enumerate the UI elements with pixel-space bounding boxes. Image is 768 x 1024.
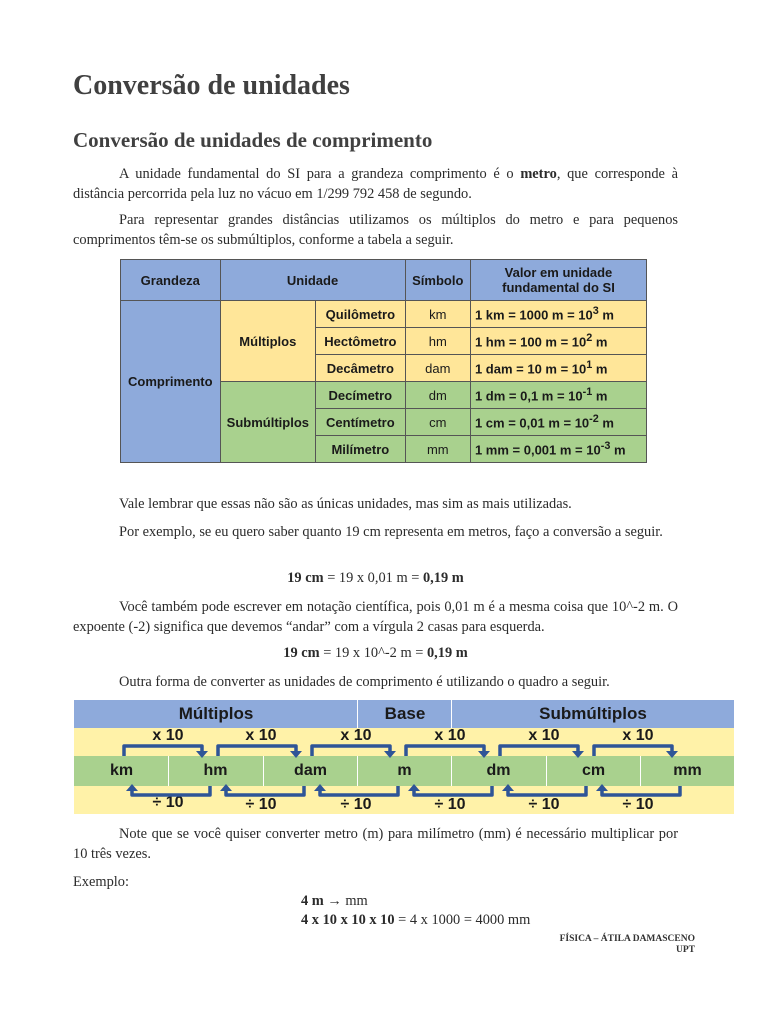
section-title: Conversão de unidades de comprimento	[73, 128, 433, 152]
cell-group-submultiplos: Submúltiplos	[220, 382, 316, 463]
paragraph-si-definition	[73, 164, 678, 204]
cell-symbol: mm	[405, 436, 470, 463]
equation-2: 19 cm = 19 x 10^-2 m = 0,19 m	[283, 645, 468, 661]
divide-arrow-icon	[508, 786, 586, 795]
cell-unit: Hectômetro	[316, 328, 406, 355]
multiply-arrow-icon	[218, 746, 296, 756]
multiply-label: x 10	[622, 727, 654, 744]
cell-value: 1 dam = 10 $m = 10^1$ m	[470, 355, 646, 382]
footer-author: FÍSICA – ÁTILA DAMASCENO	[559, 934, 695, 944]
example-label: Exemplo:	[73, 874, 129, 890]
unit-hm: hm	[203, 762, 228, 779]
divide-label: ÷ 10	[340, 796, 372, 813]
paragraph-scientific-notation: Você também pode escrever em notação científica, pois 0,01 m é a mesma coisa que 10^-2 m. O expoente (-2) significa que devemos “andar” com a vírgula 2 casas para esquerda.	[73, 599, 678, 635]
cell-value: 1 cm = 0,01 $m = 10^{-2}$ m	[470, 409, 646, 436]
divide-label: ÷ 10	[245, 796, 277, 813]
divide-arrow-icon	[320, 786, 398, 795]
cell-unit: Decâmetro	[316, 355, 406, 382]
cell-symbol: hm	[405, 328, 470, 355]
cell-value: 1 dm = 0,1 $m = 10^{-1}$ m	[470, 382, 646, 409]
cell-unit: Centímetro	[316, 409, 406, 436]
divide-label: ÷ 10	[434, 796, 466, 813]
cell-symbol: dm	[405, 382, 470, 409]
multiply-label: x 10	[245, 727, 277, 744]
p1-bold-metro: metro	[520, 166, 557, 182]
multiply-label: x 10	[434, 727, 466, 744]
p1-text-before: A unidade fundamental do SI para a grandeza comprimento é o	[119, 166, 521, 182]
divide-label: ÷ 10	[152, 794, 184, 811]
multiply-arrow-icon	[594, 746, 672, 756]
divide-label: ÷ 10	[622, 796, 654, 813]
unit-dm: dm	[486, 762, 511, 779]
unit-mm: mm	[673, 762, 702, 779]
multiply-label: x 10	[152, 727, 184, 744]
multiply-arrow-icon	[312, 746, 390, 756]
cell-value: 1 km = 1000 $m = 10^3$ m	[470, 301, 646, 328]
arrowhead-icon	[196, 751, 208, 758]
table-row	[121, 301, 647, 328]
chart-header-multiplos: Múltiplos	[178, 704, 254, 723]
header-valor: Valor em unidade fundamental do SI	[470, 260, 646, 301]
table-header-row	[121, 260, 647, 301]
paragraph-reminder: Vale lembrar que essas não são as únicas unidades, mas sim as mais utilizadas.	[119, 496, 572, 512]
arrowhead-icon	[502, 784, 514, 791]
cell-symbol: cm	[405, 409, 470, 436]
unit-m: m	[397, 762, 412, 779]
cell-unit: Milímetro	[316, 436, 406, 463]
header-unidade: Unidade	[220, 260, 405, 301]
divide-label: ÷ 10	[528, 796, 560, 813]
paragraph-multiples-intro: Para representar grandes distâncias utilizamos os múltiplos do metro e para pequenos comprimentos têm-se os submúltiplos, conforme a tabela a seguir.	[73, 212, 678, 248]
chart-header-base: Base	[384, 704, 426, 723]
cell-group-multiplos: Múltiplos	[220, 301, 316, 382]
arrowhead-icon	[126, 784, 138, 791]
cell-symbol: km	[405, 301, 470, 328]
chart-header-submultiplos: Submúltiplos	[539, 704, 647, 723]
conversion-chart	[74, 700, 734, 814]
example-line-2: 4 x 10 x 10 x 10 = 4 x 1000 = 4000 mm	[301, 912, 531, 928]
unit-km: km	[109, 762, 134, 779]
cell-unit: Quilômetro	[316, 301, 406, 328]
divide-arrow-icon	[414, 786, 492, 795]
divide-arrow-icon	[602, 786, 680, 795]
cell-symbol: dam	[405, 355, 470, 382]
arrowhead-icon	[478, 751, 490, 758]
equation-1: 19 cm = 19 x 0,01 m = 0,19 m	[287, 570, 464, 586]
paragraph-example-intro: Por exemplo, se eu quero saber quanto 19 cm representa em metros, faço a conversão a seguir.	[119, 524, 663, 540]
cell-value: 1 mm = 0,001 $m = 10^{-3}$ m	[470, 436, 646, 463]
divide-arrow-icon	[226, 786, 304, 795]
units-table	[120, 259, 647, 463]
example-line-1: 4 m → mm	[301, 893, 368, 909]
footer-institution: UPT	[676, 945, 695, 955]
arrowhead-icon	[572, 751, 584, 758]
arrowhead-icon	[408, 784, 420, 791]
cell-grandeza: Comprimento	[121, 301, 221, 463]
multiply-label: x 10	[528, 727, 560, 744]
multiply-arrow-icon	[124, 746, 202, 756]
unit-dam: dam	[294, 762, 327, 779]
divide-arrow-icon	[132, 786, 210, 795]
arrowhead-icon	[596, 784, 608, 791]
cell-unit: Decímetro	[316, 382, 406, 409]
multiply-arrow-icon	[500, 746, 578, 756]
page-footer	[560, 934, 695, 956]
p1-text-after: , que corresponde à distância percorrida pela luz no vácuo em 1/299 792 458 de segundo.	[73, 166, 678, 202]
arrowhead-icon	[314, 784, 326, 791]
paragraph-meter-to-mm: Note que se você quiser converter metro (m) para milímetro (mm) é necessário multiplicar por 10 três vezes.	[73, 826, 678, 862]
conversion-arrows	[74, 700, 734, 814]
multiply-arrow-icon	[406, 746, 484, 756]
arrowhead-icon	[666, 751, 678, 758]
header-simbolo: Símbolo	[405, 260, 470, 301]
arrowhead-icon	[384, 751, 396, 758]
cell-value: 1 hm = 100 $m = 10^2$ m	[470, 328, 646, 355]
multiply-label: x 10	[340, 727, 372, 744]
arrowhead-icon	[220, 784, 232, 791]
page-title: Conversão de unidades	[73, 70, 350, 101]
paragraph-chart-intro: Outra forma de converter as unidades de comprimento é utilizando o quadro a seguir.	[119, 674, 610, 690]
unit-cm: cm	[581, 762, 606, 779]
arrowhead-icon	[290, 751, 302, 758]
header-grandeza: Grandeza	[121, 260, 221, 301]
